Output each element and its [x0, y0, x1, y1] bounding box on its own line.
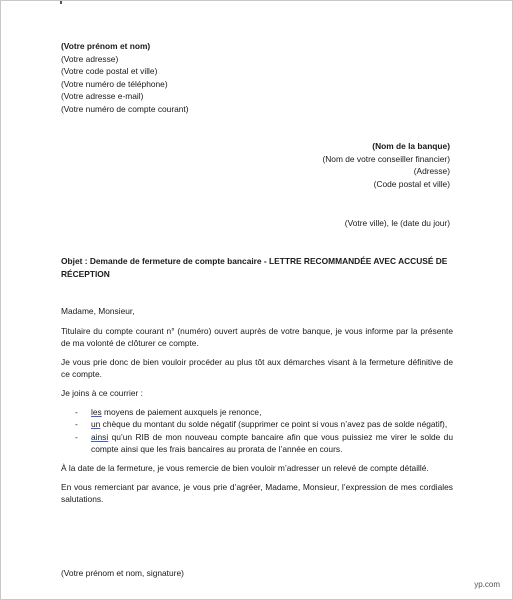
bank-name: (Nom de la banque) [372, 141, 450, 151]
sender-postcode-city: (Votre code postal et ville) [61, 66, 158, 77]
sender-phone: (Votre numéro de téléphone) [61, 78, 168, 89]
sender-address: (Votre adresse) [61, 53, 119, 64]
bank-advisor: (Nom de votre conseiller financier) [322, 153, 450, 164]
list-item [61, 406, 453, 419]
paragraph-statement: À la date de la fermeture, je vous remercie de bien vouloir m’adresser un relevé de compte détaillé. [61, 462, 429, 473]
watermark-logo: yp.com [474, 580, 500, 589]
page-corner-mark [60, 1, 62, 4]
greeting: Madame, Monsieur, [61, 306, 135, 316]
signature-line: (Votre prénom et nom, signature) [61, 568, 184, 578]
list-item [61, 431, 453, 456]
sender-name: (Votre prénom et nom) [61, 41, 151, 51]
list-dash: - [75, 406, 78, 417]
paragraph-enclosures-intro: Je joins à ce courrier : [61, 387, 143, 398]
letter-body [61, 305, 453, 512]
enclosures-list [61, 406, 453, 456]
list-item-text: chèque du montant du solde négatif (supprimer ce point si vous n’avez pas de solde négatif), [100, 419, 448, 430]
paragraph-account: Titulaire du compte courant n° (numéro) ouvert auprès de votre banque, je vous informe par la présente de ma volonté de clôturer ce compte. [61, 325, 453, 349]
bank-address: (Adresse) [413, 166, 450, 177]
list-item [61, 418, 453, 431]
sender-email: (Votre adresse e-mail) [61, 91, 144, 102]
list-item-text: moyens de paiement auxquels je renonce, [101, 406, 262, 417]
list-item-first-word: un [91, 419, 101, 430]
letter-subject: Objet : Demande de fermeture de compte bancaire - LETTRE RECOMMANDÉE AVEC ACCUSÉ DE RÉCEPTION [61, 256, 448, 279]
sender-block [61, 40, 189, 116]
list-dash: - [75, 419, 78, 430]
paragraph-closing: En vous remerciant par avance, je vous prie d’agréer, Madame, Monsieur, l’expression de mes cordiales salutations. [61, 481, 453, 505]
list-item-first-word: ainsi [91, 431, 109, 442]
list-item-first-word: les [91, 406, 102, 417]
recipient-block [322, 140, 450, 190]
date-line: (Votre ville), le (date du jour) [344, 218, 450, 228]
list-item-text: qu’un RIB de mon nouveau compte bancaire afin que vous puissiez me virer le solde du compte ainsi que les frais bancaires au prorata de l’année en cours. [91, 431, 453, 455]
list-dash: - [75, 431, 78, 442]
bank-postcode-city: (Code postal et ville) [373, 178, 450, 189]
paragraph-request: Je vous prie donc de bien vouloir procéder au plus tôt aux démarches visant à la fermeture définitive de ce compte. [61, 356, 453, 380]
sender-account-number: (Votre numéro de compte courant) [61, 103, 189, 114]
